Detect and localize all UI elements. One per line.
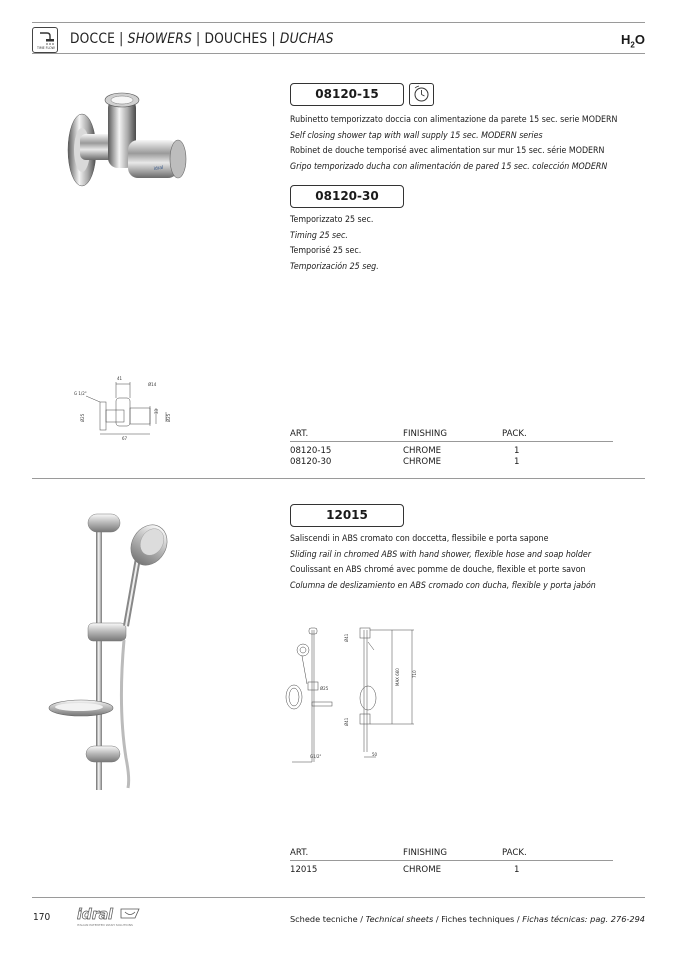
title-fr: DOUCHES (204, 31, 268, 47)
variant-fr: Temporisé 25 sec. (290, 246, 362, 256)
dim-d14: Ø14 (148, 382, 157, 387)
product-image-12015 (46, 508, 176, 793)
table-header (290, 848, 613, 861)
product2-code-box (290, 504, 404, 527)
table-row: 12015 CHROME 1 (290, 865, 520, 875)
svg-text:idral: idral (77, 907, 113, 923)
variant-description (290, 213, 379, 275)
p2-desc-fr: Coulissant en ABS chromé avec pomme de douche, flexible et porte savon (290, 565, 586, 575)
col-art: ART. (290, 848, 309, 858)
page-title: DOCCE | SHOWERS | DOUCHES | DUCHAS (70, 31, 334, 47)
svg-text:ITALIAN PATENTED WASH SOLUTION: ITALIAN PATENTED WASH SOLUTIONS (77, 923, 133, 927)
col-finishing: FINISHING (403, 848, 447, 858)
desc-it: Rubinetto temporizzato doccia con alimentazione da parete 15 sec. serie MODERN (290, 115, 618, 125)
dim2-d25: Ø25 (320, 686, 329, 691)
p2-desc-en: Sliding rail in chromed ABS with hand shower, flexible hose and soap holder (290, 549, 592, 560)
product1-table (290, 429, 613, 468)
product2-code: 12015 (326, 508, 368, 522)
h2o-badge: $H_2O$ (621, 32, 645, 50)
dim-41: 41 (117, 376, 123, 381)
technical-sheets-reference: Schede tecniche / Technical sheets / Fiches techniques / Fichas técnicas: pag. 276-294 (289, 914, 645, 924)
table-row: 08120-15 CHROME 1 (290, 446, 520, 456)
clock-timer-icon (409, 83, 434, 106)
dim2-d41-a: Ø41 (344, 633, 349, 642)
technical-drawing-12015 (282, 622, 422, 767)
shower-icon (32, 27, 58, 53)
variant-en: Timing 25 sec. (290, 230, 348, 241)
svg-text:idral: idral (153, 164, 164, 172)
p2-desc-it: Saliscendi in ABS cromato con doccetta, flessibile e porta sapone (290, 534, 549, 544)
dim2-g12: G1/2" (310, 754, 322, 759)
variant-code: 08120-30 (315, 189, 379, 203)
dim-33: 33 (154, 408, 159, 414)
dim-67: 67 (122, 436, 128, 441)
desc-en: Self closing shower tap with wall supply 15 sec. MODERN series (290, 130, 543, 141)
title-it: DOCCE (70, 31, 116, 47)
dim2-max660: MAX 660 (395, 668, 400, 686)
table-row: 08120-30 CHROME 1 (290, 457, 520, 467)
dim2-50: 50 (372, 752, 378, 757)
col-pack: PACK. (502, 848, 527, 858)
variant-es: Temporización 25 seg. (290, 261, 379, 272)
col-pack: PACK. (502, 429, 527, 439)
variant-code-box (290, 185, 404, 208)
product2-description (290, 532, 596, 594)
product1-description (290, 113, 617, 175)
product-code: 08120-15 (315, 87, 379, 101)
footer-rule (32, 897, 645, 898)
header-top-rule (32, 22, 645, 23)
idral-logo (77, 906, 143, 928)
desc-es: Gripo temporizado ducha con alimentación de pared 15 sec. colección MODERN (290, 161, 608, 172)
p2-desc-es: Columna de deslizamiento en ABS cromado con ducha, flexible y porta jabón (290, 580, 596, 591)
variant-it: Temporizzato 25 sec. (290, 215, 374, 225)
table-header (290, 429, 613, 442)
dim-g12: G 1/2" (74, 391, 87, 396)
dim2-710: 710 (412, 670, 417, 678)
section-divider (32, 478, 645, 479)
product-code-box (290, 83, 404, 106)
title-en: SHOWERS (127, 31, 192, 47)
svg-text:TIME FLOW: TIME FLOW (37, 46, 55, 50)
dim-d25-b: Ø25 (166, 413, 171, 422)
dim-d25-a: Ø25 (80, 413, 85, 422)
col-art: ART. (290, 429, 309, 439)
header-bottom-rule (32, 53, 645, 54)
title-es: DUCHAS (279, 31, 334, 47)
col-finishing: FINISHING (403, 429, 447, 439)
dim2-d41-b: Ø41 (344, 717, 349, 726)
desc-fr: Robinet de douche temporisé avec alimentation sur mur 15 sec. série MODERN (290, 146, 605, 156)
page-number: 170 (33, 912, 51, 923)
technical-drawing-08120 (70, 372, 180, 444)
product2-table (290, 848, 613, 876)
product-image-08120-15 (58, 88, 188, 198)
